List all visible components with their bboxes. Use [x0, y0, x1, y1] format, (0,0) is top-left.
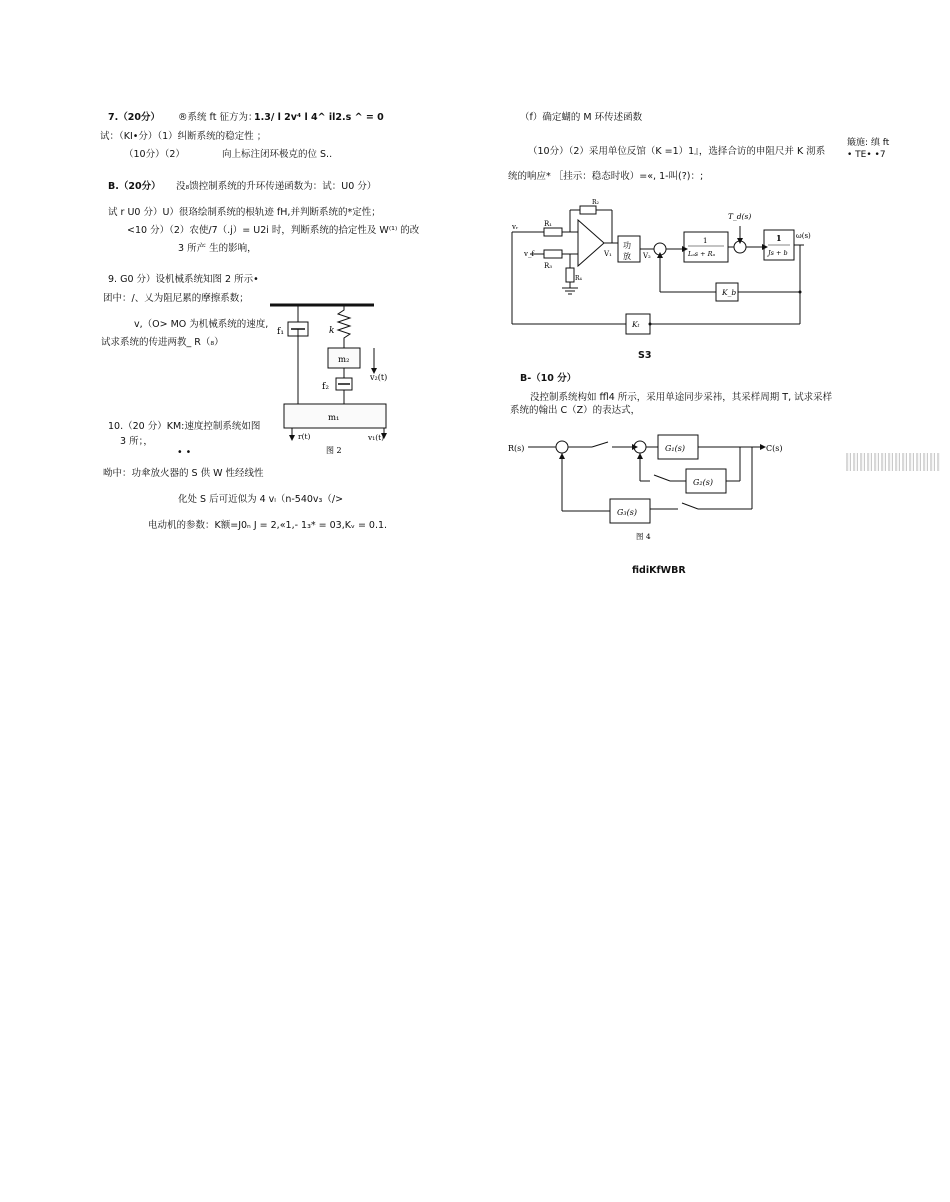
figure-3-speed-control	[508, 198, 811, 348]
mechanical-gain-numerator: 1	[776, 233, 782, 243]
q8-text: 没₈馈控制系统的升环传递函数为：试：U0 分）	[176, 181, 377, 192]
q7-text: ®系统 ft 征方为：	[178, 112, 258, 123]
f1-label: f₁	[277, 327, 284, 337]
R1-label: R₁	[544, 220, 553, 228]
q9-line4: 试求系统的传进两教_ R（₈）	[101, 337, 224, 348]
right-line3: 统的响应* ［挂示：稳态时收）=«, 1-叫(?)：;	[508, 171, 704, 182]
q7-line2: 试：（KI•分）（1）纠断系统的稳定性 ；	[100, 131, 267, 142]
figure-4-caption: 图 4	[636, 532, 651, 541]
q10-line4: 呦中：功傘放火器的 S 供 W 性经线性	[103, 468, 264, 479]
omega-label: ω(s)	[796, 232, 811, 240]
v1-label: V₁	[604, 250, 612, 258]
right-line2: （10分）（2）采用单位反馆（K =1）1』，选择合访的申阻尺并 K 沏系	[528, 146, 826, 157]
Kb-label: K_b	[722, 288, 737, 297]
scan-noise	[846, 453, 940, 471]
m1-label: m₁	[328, 413, 340, 423]
m2-label: m₂	[338, 355, 350, 365]
figure-3-caption: S3	[638, 350, 652, 361]
q8-number: B.（20分）	[108, 181, 161, 192]
output-C-label: C(s)	[766, 444, 783, 453]
q9-line1: 9. G0 分）设机械系统知图 2 所示•	[108, 274, 259, 285]
R4-label: R₄	[575, 275, 582, 282]
q7-line3-text: 向上标注闭环极克的位 S..	[222, 149, 333, 160]
question-b-number: B-（10 分）	[520, 373, 577, 384]
question-b-line2: 系统的翰出 C（Z）的表达式，	[510, 405, 641, 416]
q10-line5: 化处 S 后可近似为 4 vₗ（n-540v₃（/>	[178, 494, 344, 505]
Td-label: T_d(s)	[728, 212, 752, 221]
power-amp-label-1: 功	[623, 241, 631, 250]
q7-line3-label: （10分）（2）	[124, 149, 185, 160]
q8-line4: 3 所产 生的影响，	[178, 243, 257, 254]
q9-line3: v,（O> MO 为机械系统的速度,	[134, 319, 269, 330]
q9-line2: 团中：/、乂为阻尼累的摩擦系数；	[103, 293, 249, 304]
G3-label: G₃(s)	[617, 508, 637, 517]
figure-2-mechanical-system	[266, 298, 392, 458]
q10-line6: 电动机的参数：K额=J0ₙ J = 2,«1,- 1₃* = 03,Kᵥ = 0.1.	[148, 520, 388, 531]
v2-label: v₂(t)	[370, 373, 388, 382]
side-note-2: • TE• •7	[847, 150, 886, 160]
armature-gain-numerator: 1	[703, 237, 708, 245]
figure-4-sampled-system	[508, 427, 808, 545]
mechanical-gain-denominator: Js + b	[768, 249, 788, 257]
q7-number: 7.（20分）	[108, 112, 160, 123]
armature-gain-denominator: Lₐs + Rₐ	[688, 250, 716, 258]
power-amp-label-2: 放	[623, 252, 631, 261]
q8-line3: <10 分）（2）农使/7（.j）= U2i 时，判断系统的拾定性及 W⁽¹⁾ 的改	[127, 225, 420, 236]
R3-label: R₃	[544, 262, 553, 270]
page-footer-text: fidiKfWBR	[632, 565, 686, 576]
figure-2-caption: 图 2	[326, 446, 342, 455]
question-b-line1: 没控制系统构如 ffl4 所示，采用单途同步采祎，其采样周期 T, 试求采样	[530, 392, 833, 403]
r-label: r(t)	[298, 432, 311, 441]
v2-label: V₂	[643, 252, 651, 260]
right-line1: （f）确定蝴的 M 环传述函数	[520, 112, 643, 123]
q8-line2: 试 r U0 分）U）很珞绘制系统的根轨迹 fH,并判断系统的*定性；	[108, 207, 381, 218]
q10-line2: 3 所；，	[120, 436, 153, 447]
side-note-1: 簸施: 缜 ft	[847, 138, 890, 148]
G1-label: G₁(s)	[665, 444, 685, 453]
q7-equation: 1.3/ l 2v⁴ l 4^ il2.s ^ = 0	[254, 112, 384, 123]
vr-label: vᵣ	[512, 223, 519, 231]
vf-label: v_f	[524, 250, 535, 258]
R2-label: R₂	[592, 199, 599, 206]
input-R-label: R(s)	[508, 444, 525, 453]
v1-label: v₁(t)	[368, 433, 385, 442]
G2-label: G₂(s)	[693, 478, 713, 487]
Kt-label: Kₜ	[632, 320, 640, 329]
q10-line1: 10.（20 分）KM:速度控制系统如图	[108, 421, 261, 432]
f2-label: f₂	[322, 382, 329, 392]
q10-line3: • •	[177, 447, 192, 458]
k-label: k	[329, 326, 335, 336]
